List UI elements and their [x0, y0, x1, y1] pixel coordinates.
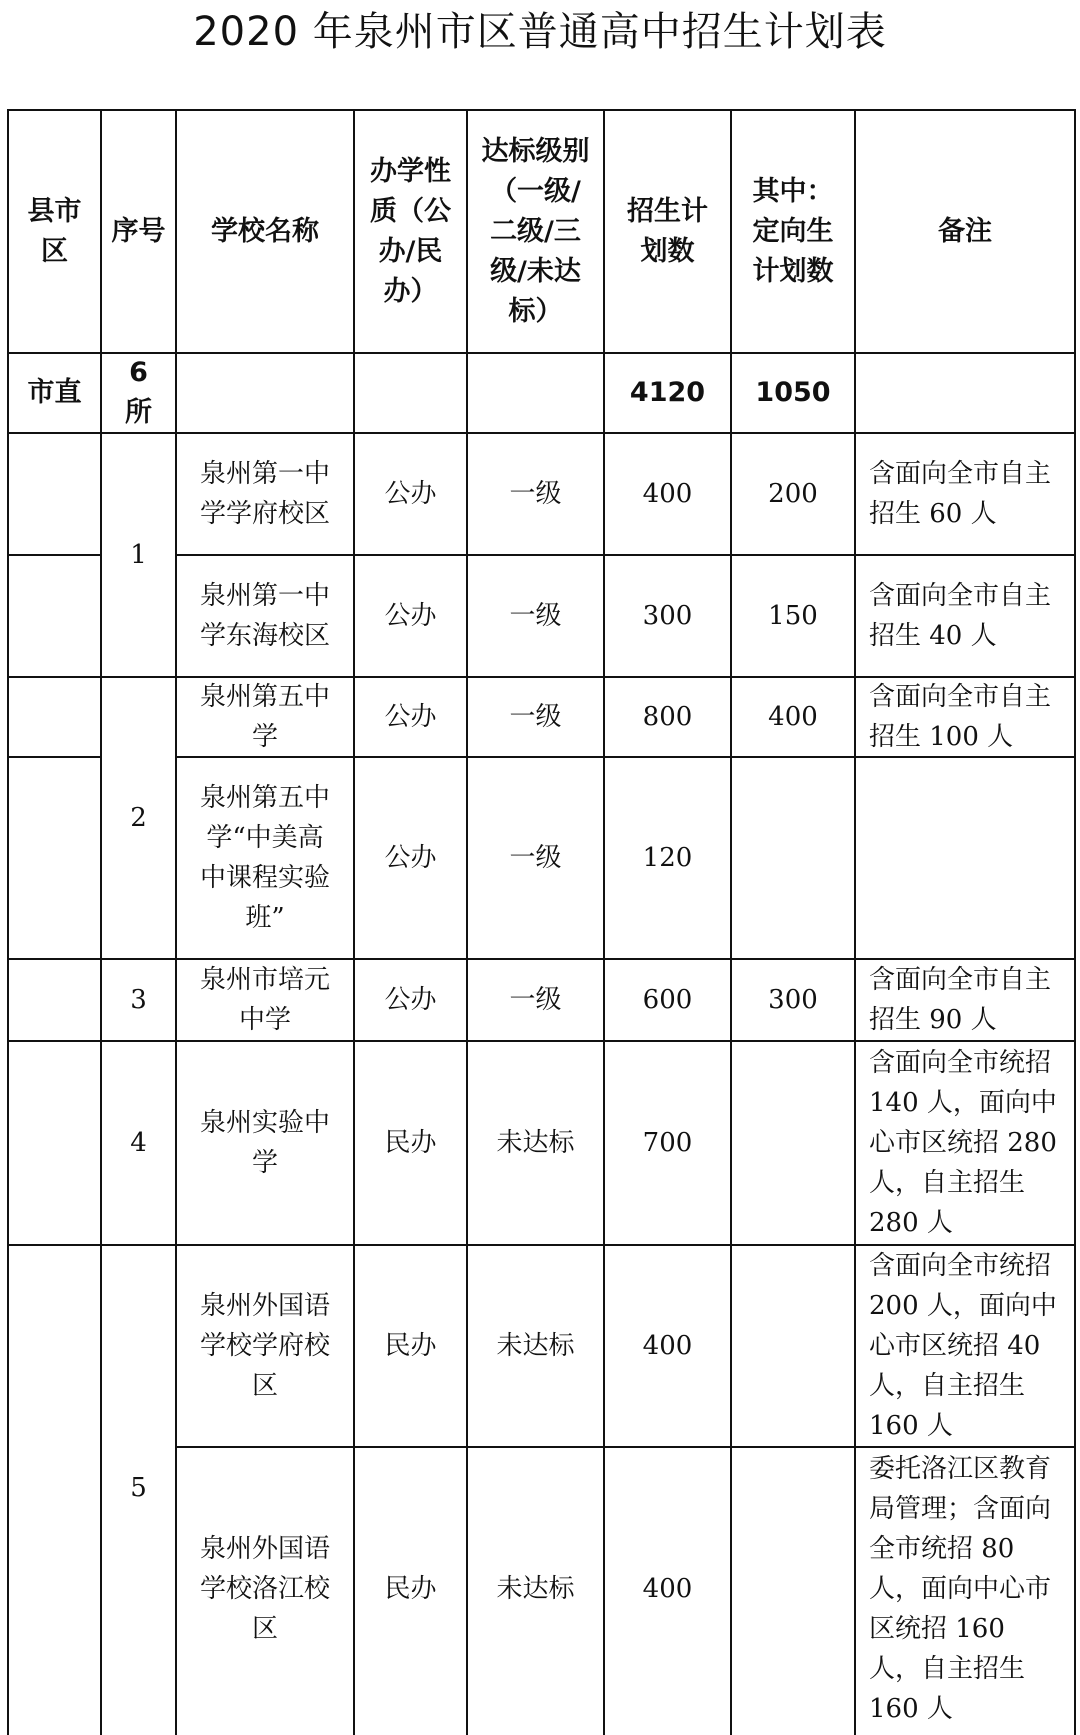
enrollment-plan: 400 — [642, 479, 693, 509]
school-level: 一级 — [509, 601, 562, 631]
remark: 含面向全市统招 200 人，面向中心市区统招 40 人，自主招生 160 人 — [869, 1251, 1057, 1441]
school-nature: 公办 — [384, 479, 437, 509]
directed-plan — [731, 1447, 855, 1731]
remark: 含面向全市自主招生 40 人 — [869, 581, 1052, 651]
page-title: 2020 年泉州市区普通高中招生计划表 — [193, 9, 887, 55]
header-county: 县市区 — [27, 195, 82, 267]
remark — [855, 757, 1075, 959]
summary-directed-total: 1050 — [755, 377, 831, 408]
grid-line — [7, 432, 1076, 434]
school-name: 泉州外国语学校洛江校区 — [199, 1534, 330, 1644]
summary-county: 市直 — [27, 377, 82, 408]
enrollment-plan: 700 — [642, 1128, 693, 1158]
header-directed-plan: 其中：定向生计划数 — [752, 175, 834, 287]
grid-line — [7, 1244, 1076, 1246]
group-number: 3 — [130, 985, 147, 1015]
grid-line — [7, 554, 101, 556]
school-level: 一级 — [509, 479, 562, 509]
header-level: 达标级别（一级/二级/三级/未达标） — [481, 135, 590, 327]
school-name: 泉州市培元中学 — [199, 965, 330, 1035]
enrollment-plan: 120 — [642, 843, 693, 873]
header-seq: 序号 — [111, 215, 166, 247]
remark: 含面向全市自主招生 100 人 — [869, 682, 1052, 752]
school-level: 未达标 — [496, 1574, 575, 1604]
group-number: 5 — [130, 1473, 147, 1503]
header-note: 备注 — [938, 215, 992, 247]
school-level: 未达标 — [496, 1331, 575, 1361]
group-number: 1 — [130, 540, 147, 570]
summary-school-count: 6所 — [125, 357, 152, 428]
grid-line — [7, 1040, 1076, 1042]
school-nature: 民办 — [384, 1574, 437, 1604]
header-school-name: 学校名称 — [211, 215, 319, 247]
school-level: 一级 — [509, 702, 562, 732]
grid-line — [7, 109, 1076, 111]
group-number: 2 — [130, 803, 147, 833]
group-number: 4 — [130, 1128, 147, 1158]
school-name: 泉州第一中学学府校区 — [199, 459, 330, 529]
school-name: 泉州第五中学“中美高中课程实验班” — [199, 783, 330, 933]
grid-line — [7, 676, 1076, 678]
school-level: 一级 — [509, 843, 562, 873]
grid-line — [175, 554, 1076, 556]
header-plan: 招生计划数 — [627, 195, 708, 267]
directed-plan: 300 — [768, 985, 818, 1015]
grid-line — [7, 958, 1076, 960]
enrollment-plan: 800 — [642, 702, 693, 732]
directed-plan: 200 — [768, 479, 818, 509]
directed-plan — [731, 757, 855, 959]
grid-line — [7, 756, 101, 758]
school-name: 泉州外国语学校学府校区 — [199, 1291, 330, 1401]
directed-plan: 150 — [768, 601, 818, 631]
school-nature: 民办 — [384, 1128, 437, 1158]
school-nature: 公办 — [384, 601, 437, 631]
school-level: 一级 — [509, 985, 562, 1015]
directed-plan — [731, 1041, 855, 1245]
school-nature: 公办 — [384, 702, 437, 732]
header-nature: 办学性质（公办/民办） — [370, 155, 451, 307]
school-level: 未达标 — [496, 1128, 575, 1158]
enrollment-plan: 400 — [642, 1331, 693, 1361]
grid-line — [7, 352, 1076, 354]
grid-line — [175, 756, 1076, 758]
school-nature: 公办 — [384, 843, 437, 873]
directed-plan: 400 — [768, 702, 818, 732]
school-name: 泉州第一中学东海校区 — [199, 581, 330, 651]
enrollment-plan: 600 — [642, 985, 693, 1015]
enrollment-plan: 400 — [642, 1574, 693, 1604]
enrollment-plan: 300 — [642, 601, 693, 631]
school-name: 泉州第五中学 — [199, 682, 330, 752]
remark: 含面向全市统招 140 人，面向中心市区统招 280 人，自主招生 280 人 — [869, 1048, 1057, 1238]
remark: 委托洛江区教育局管理；含面向全市统招 80 人，面向中心市区统招 160 人，自主招生 160 人 — [869, 1454, 1052, 1724]
school-nature: 民办 — [384, 1331, 437, 1361]
directed-plan — [731, 1245, 855, 1447]
remark: 含面向全市自主招生 90 人 — [869, 965, 1052, 1035]
summary-plan-total: 4120 — [629, 377, 706, 408]
school-nature: 公办 — [384, 985, 437, 1015]
remark: 含面向全市自主招生 60 人 — [869, 459, 1052, 529]
grid-line — [175, 1446, 1076, 1448]
school-name: 泉州实验中学 — [199, 1108, 330, 1178]
